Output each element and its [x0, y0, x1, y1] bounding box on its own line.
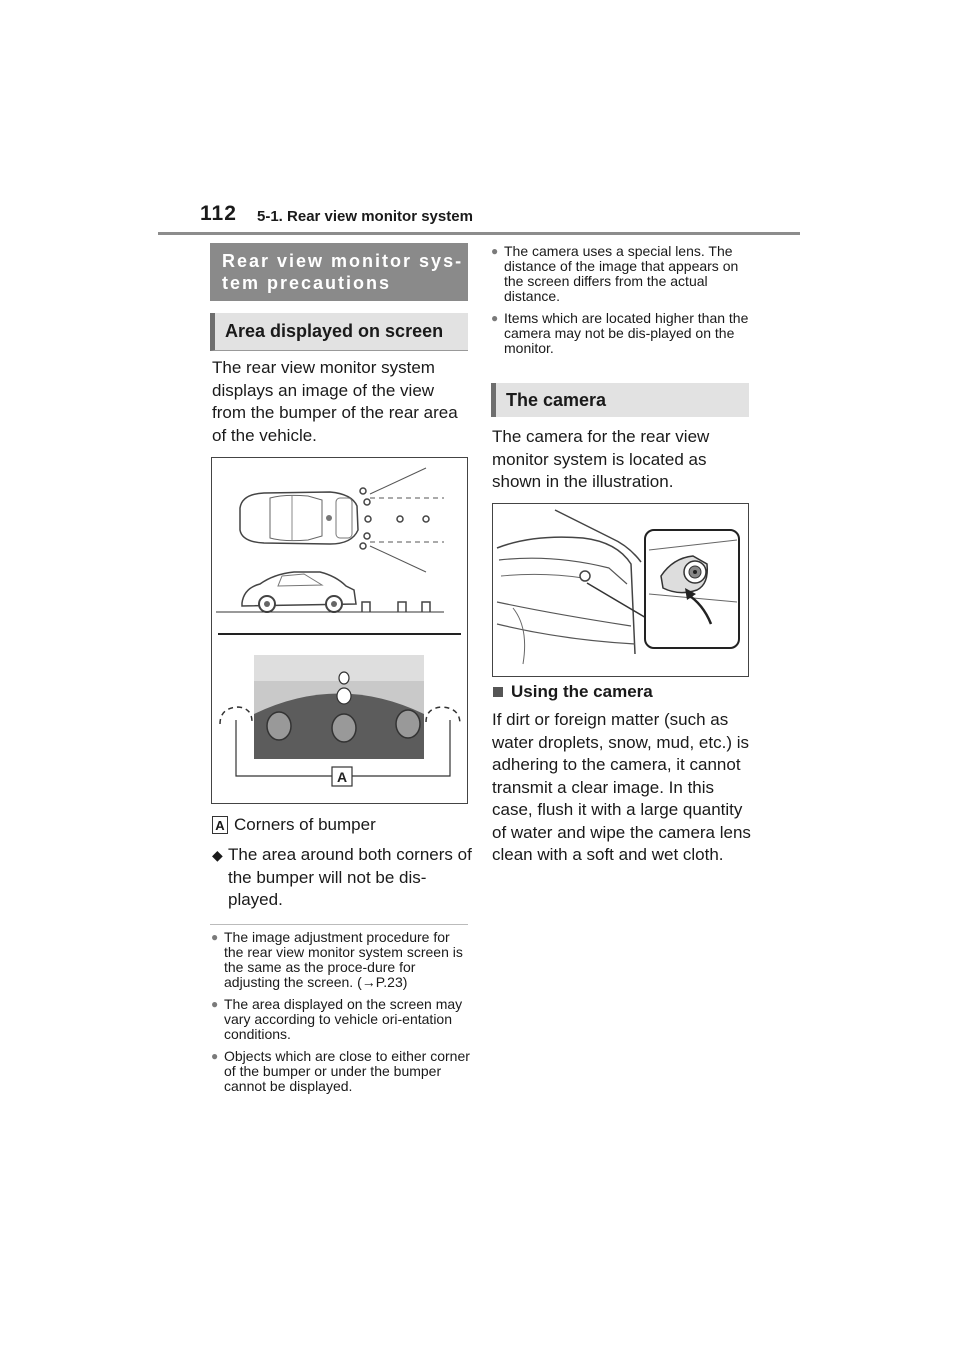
- precautions-heading-line-1: Rear view monitor sys-: [222, 251, 464, 271]
- bullet-dot-icon: ●: [491, 311, 499, 325]
- note-item: [211, 1049, 471, 1094]
- header-rule: [158, 232, 800, 235]
- note-text: The camera uses a special lens. The distance of the image that appears on the screen differs from the actual distance.: [504, 243, 739, 304]
- bullet-text: The area around both corners of the bumper will not be dis-played.: [228, 845, 472, 909]
- note-text: The image adjustment procedure for the rear view monitor system screen is the same as the proce-dure for adjusting the screen. (→P.23): [224, 929, 463, 990]
- note-item: [211, 930, 471, 990]
- camera-intro-text: The camera for the rear view monitor system is located as shown in the illustration.: [492, 427, 710, 491]
- area-displayed-illustration: [211, 457, 468, 804]
- precautions-heading-line-2: tem precautions: [222, 273, 392, 293]
- car-rear-icon: [497, 510, 653, 664]
- using-camera-heading: [493, 682, 653, 702]
- bullet-dot-icon: ●: [211, 930, 219, 944]
- note-item: [491, 311, 751, 356]
- area-intro-text: The rear view monitor system displays an image of the view from the bumper of the rear area of the vehicle.: [212, 358, 458, 445]
- monitor-view-icon: [220, 655, 460, 776]
- callout-letter: A: [212, 816, 228, 834]
- note-item: [491, 244, 751, 304]
- using-camera-text: If dirt or foreign matter (such as water droplets, snow, mud, etc.) is adhering to the camera, it cannot transmit a clear image. In this case, flush it with a large quantity of water and wipe the camera lens clean with a soft and wet cloth.: [492, 710, 751, 864]
- sensor-marks-icon: [360, 468, 444, 572]
- bullet-dot-icon: ●: [211, 1049, 219, 1063]
- car-side-view-icon: [216, 572, 444, 612]
- bumper-corners-bullet: [212, 844, 474, 912]
- callout-legend: [212, 815, 376, 835]
- left-notes: [211, 930, 471, 1101]
- note-text: The area displayed on the screen may vary according to vehicle ori-entation conditions.: [224, 996, 463, 1042]
- right-notes: [491, 244, 751, 363]
- area-label-a: A: [336, 769, 348, 785]
- car-top-view-icon: [240, 492, 358, 544]
- area-displayed-heading: Area displayed on screen: [210, 313, 468, 351]
- camera-location-illustration: [492, 503, 749, 677]
- section-title: 5-1. Rear view monitor system: [257, 208, 473, 225]
- bullet-dot-icon: ●: [491, 244, 499, 258]
- bullet-dot-icon: ●: [211, 997, 219, 1011]
- precautions-heading: [210, 243, 468, 301]
- note-item: [211, 997, 471, 1042]
- callout-text: Corners of bumper: [234, 815, 376, 834]
- note-text: Objects which are close to either corner of the bumper or under the bumper cannot be displayed.: [224, 1048, 470, 1094]
- diamond-bullet-icon: ◆: [212, 847, 223, 863]
- page-number: 112: [200, 202, 237, 225]
- square-bullet-icon: [493, 687, 503, 697]
- notes-divider: [210, 924, 468, 925]
- area-diagram: [212, 458, 467, 803]
- camera-heading: The camera: [491, 383, 749, 417]
- camera-diagram: [493, 504, 748, 676]
- using-camera-heading-text: Using the camera: [511, 682, 653, 701]
- note-text: Items which are located higher than the camera may not be dis-played on the monitor.: [504, 310, 749, 356]
